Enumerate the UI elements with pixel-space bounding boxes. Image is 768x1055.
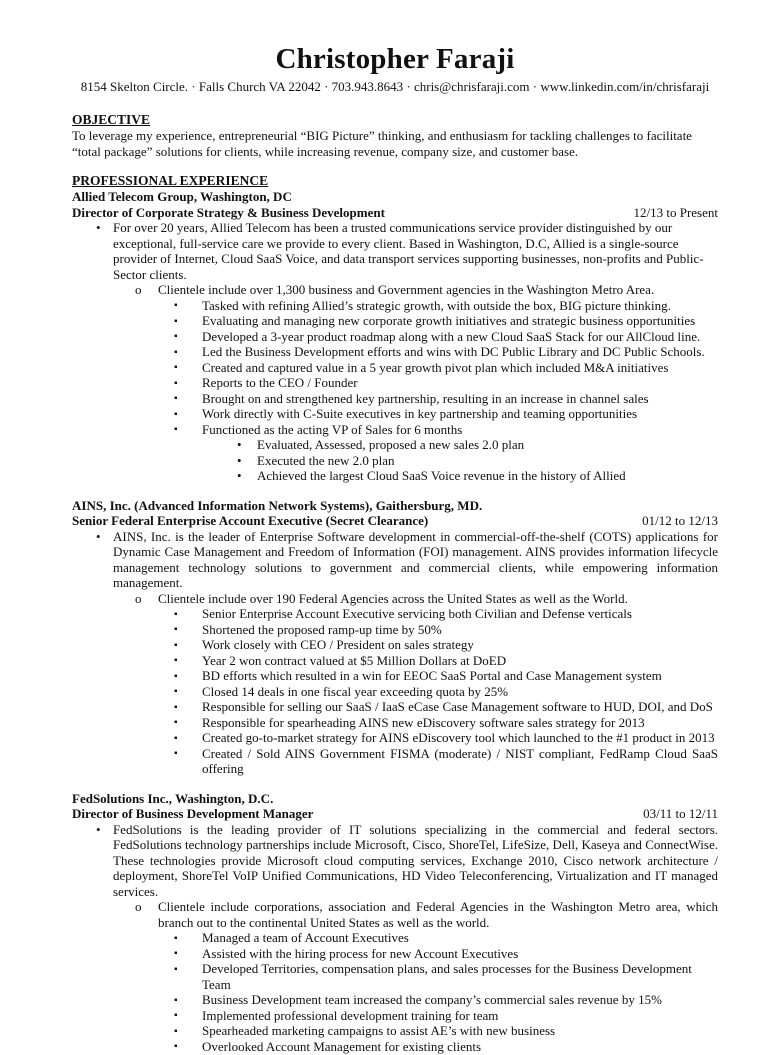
job-subbullet-list: [72, 437, 718, 484]
experience-heading: PROFESSIONAL EXPERIENCE: [72, 173, 269, 188]
page-title: Christopher Faraji: [275, 43, 515, 75]
job-title-row: [72, 513, 718, 529]
job-summary-list: [72, 529, 718, 591]
job-dates: 03/11 to 12/11: [643, 806, 718, 821]
list-item: ▪ Responsible for selling our SaaS / IaaS eCase Case Management software to HUD, DOI, and DoS: [72, 699, 718, 715]
job-clientele-list: [72, 282, 718, 298]
job-bullet-list: [72, 606, 718, 777]
job-summary: • FedSolutions is the leading provider of IT solutions specializing in the commercial and federal sectors. FedSolutions technology partnerships include Microsoft, Cisco, ShoreTel, LifeSize, Dell, Kaseya and ConnectWise. These technologies provide Microsoft cloud computing services, Exchange 2010, Cisco network architecture / deployment, ShoreTel VoIP Unified Communications, HD Video Teleconferencing, Virtualization and IT managed services.: [72, 822, 718, 900]
list-item: ▪ Tasked with refining Allied’s strategic growth, with outside the box, BIG picture thinking.: [72, 298, 718, 314]
list-item: • Evaluated, Assessed, proposed a new sales 2.0 plan: [72, 437, 718, 453]
list-item: • Executed the new 2.0 plan: [72, 453, 718, 469]
job-clientele: o Clientele include corporations, association and Federal Agencies in the Washington Metro area, which branch out to the continental United States as well as the world.: [72, 899, 718, 930]
job-title: Director of Corporate Strategy & Business Development: [72, 204, 385, 220]
list-item: ▪ Shortened the proposed ramp-up time by 50%: [72, 622, 718, 638]
contact-line: 8154 Skelton Circle. · Falls Church VA 22042 · 703.943.8643 · chris@chrisfaraji.com · www.linkedin.com/in/chrisfaraji: [80, 79, 710, 94]
list-item: ▪ Work directly with C-Suite executives in key partnership and teaming opportunities: [72, 406, 718, 422]
job-summary-list: [72, 822, 718, 900]
job-clientele-list: [72, 899, 718, 930]
list-item: ▪ Developed Territories, compensation plans, and sales processes for the Business Development Team: [72, 961, 718, 992]
company-name: FedSolutions Inc., Washington, D.C.: [72, 790, 274, 806]
list-item: ▪ Developed a 3-year product roadmap along with a new Cloud SaaS Stack for our AllCloud line.: [72, 329, 718, 345]
list-item: ▪ Created / Sold AINS Government FISMA (moderate) / NIST compliant, FedRamp Cloud SaaS offering: [72, 746, 718, 777]
job-entry-allied: [72, 189, 718, 484]
list-item: ▪ Business Development team increased the company’s commercial sales revenue by 15%: [72, 992, 718, 1008]
objective-section: [72, 112, 718, 159]
objective-text: To leverage my experience, entrepreneurial “BIG Picture” thinking, and enthusiasm for tackling challenges to facilitate “total package” solutions for clients, while increasing revenue, company size, and customer base.: [72, 128, 692, 159]
list-item: ▪ Managed a team of Account Executives: [72, 930, 718, 946]
company-name: AINS, Inc. (Advanced Information Network Systems), Gaithersburg, MD.: [72, 497, 483, 513]
job-title-row: [72, 806, 718, 822]
job-summary-list: [72, 220, 718, 282]
list-item: ▪ Created go-to-market strategy for AINS eDiscovery tool which launched to the #1 product in 2013: [72, 730, 718, 746]
company-name: Allied Telecom Group, Washington, DC: [72, 189, 292, 204]
job-title-row: [72, 205, 718, 221]
list-item: ▪ Evaluating and managing new corporate growth initiatives and strategic business opportunities: [72, 313, 718, 329]
list-item: ▪ Assisted with the hiring process for new Account Executives: [72, 946, 718, 962]
job-dates: 12/13 to Present: [633, 204, 718, 220]
list-item: • Achieved the largest Cloud SaaS Voice revenue in the history of Allied: [72, 468, 718, 484]
list-item: ▪ Senior Enterprise Account Executive servicing both Civilian and Defense verticals: [72, 606, 718, 622]
job-summary: • For over 20 years, Allied Telecom has been a trusted communications service provider distinguished by our exceptional, full-service care we provide to every client. Based in Washington, D.C, Allied is a single-source provider of Internet, Cloud SaaS Voice, and data transport services supporting businesses, non-profits and Public-Sector clients.: [72, 220, 718, 282]
job-bullet-list: [72, 930, 718, 1054]
list-item: ▪ Responsible for spearheading AINS new eDiscovery software sales strategy for 2013: [72, 715, 718, 731]
list-item: ▪ Functioned as the acting VP of Sales for 6 months: [72, 422, 718, 438]
job-clientele: o Clientele include over 190 Federal Agencies across the United States as well as the World.: [72, 591, 718, 607]
list-item: ▪ Closed 14 deals in one fiscal year exceeding quota by 25%: [72, 684, 718, 700]
job-entry-fedsolutions: [72, 791, 718, 1055]
list-item: ▪ Brought on and strengthened key partnership, resulting in an increase in channel sales: [72, 391, 718, 407]
list-item: ▪ Created and captured value in a 5 year growth pivot plan which included M&A initiatives: [72, 360, 718, 376]
list-item: ▪ Overlooked Account Management for existing clients: [72, 1039, 718, 1055]
list-item: ▪ Year 2 won contract valued at $5 Million Dollars at DoED: [72, 653, 718, 669]
job-title: Director of Business Development Manager: [72, 806, 314, 821]
job-title: Senior Federal Enterprise Account Executive (Secret Clearance): [72, 513, 429, 528]
job-clientele: o Clientele include over 1,300 business and Government agencies in the Washington Metro Area.: [72, 282, 718, 298]
job-clientele-list: [72, 591, 718, 607]
list-item: ▪ Led the Business Development efforts and wins with DC Public Library and DC Public Schools.: [72, 344, 718, 360]
list-item: ▪ Spearheaded marketing campaigns to assist AE’s with new business: [72, 1023, 718, 1039]
job-bullet-list: [72, 298, 718, 438]
job-summary: • AINS, Inc. is the leader of Enterprise Software development in commercial-off-the-shelf (COTS) applications for Dynamic Case Management and Freedom of Information (FOI) management. AINS provides information lifecycle management technology solutions to government and commercial clients, while empowering information management.: [72, 529, 718, 591]
list-item: ▪ Work closely with CEO / President on sales strategy: [72, 637, 718, 653]
list-item: ▪ Reports to the CEO / Founder: [72, 375, 718, 391]
objective-heading: OBJECTIVE: [72, 112, 151, 127]
list-item: ▪ BD efforts which resulted in a win for EEOC SaaS Portal and Case Management system: [72, 668, 718, 684]
job-entry-ains: [72, 498, 718, 777]
job-dates: 01/12 to 12/13: [642, 513, 718, 528]
list-item: ▪ Implemented professional development training for team: [72, 1008, 718, 1024]
experience-section: [72, 173, 718, 1054]
